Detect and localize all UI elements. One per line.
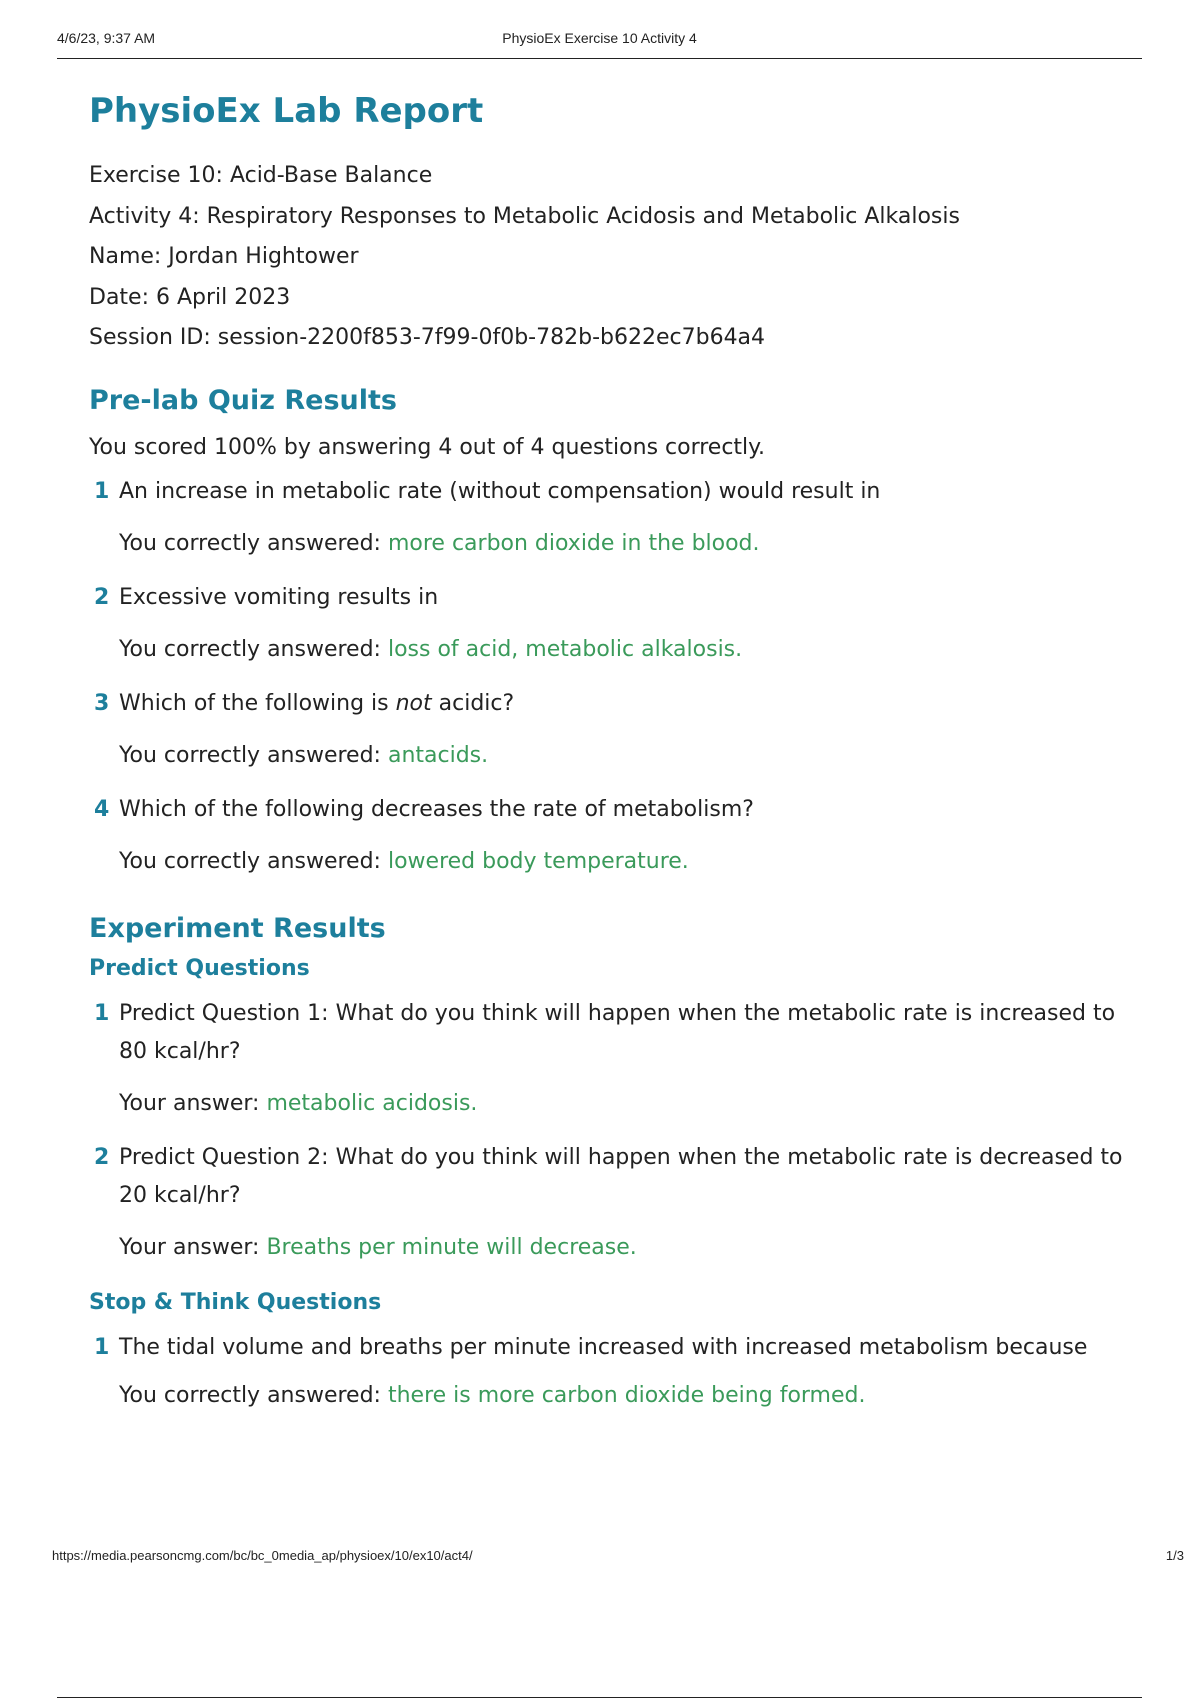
prelab-question [89,685,1149,775]
answer-value: loss of acid, metabolic alkalosis. [387,636,743,662]
answer-prefix: Your answer: [119,1234,260,1260]
print-datetime: 4/6/23, 9:37 AM [57,30,156,46]
answer-line [119,737,1149,775]
answer-prefix: You correctly answered: [119,1382,381,1408]
exercise-line: Exercise 10: Acid-Base Balance [89,163,433,188]
answer-line [119,525,1149,563]
question-number: 3 [94,690,110,716]
answer-line [119,843,1149,881]
stop-think-question [89,1329,1149,1415]
predict-heading: Predict Questions [89,955,310,981]
question-number: 1 [94,1334,110,1360]
predict-question [89,1139,1149,1267]
question-text: An increase in metabolic rate (without compensation) would result in [119,478,881,504]
print-doc-title: PhysioEx Exercise 10 Activity 4 [502,30,697,46]
question-text: Excessive vomiting results in [119,584,439,610]
question-text: Predict Question 2: What do you think will happen when the metabolic rate is decreased to 20 kcal/hr? [119,1144,1123,1208]
prelab-question [89,579,1149,669]
answer-value: Breaths per minute will decrease. [266,1234,637,1260]
answer-value: there is more carbon dioxide being formed. [387,1382,866,1408]
answer-prefix: Your answer: [119,1090,260,1116]
answer-value: lowered body temperature. [387,848,689,874]
question-text [119,685,1149,723]
answer-value: more carbon dioxide in the blood. [387,530,760,556]
answer-line [119,1085,1149,1123]
print-header [57,30,1142,59]
bottom-divider [57,1697,1142,1698]
name-line: Name: Jordan Hightower [89,244,359,269]
report-title: PhysioEx Lab Report [89,91,484,131]
report-content [89,88,1149,1431]
question-text: Which of the following decreases the rate of metabolism? [119,796,754,822]
answer-line [119,631,1149,669]
prelab-heading: Pre-lab Quiz Results [89,384,397,416]
answer-line [119,1377,1149,1415]
question-number: 2 [94,1144,110,1170]
question-text-before: Which of the following is [119,690,389,716]
date-line: Date: 6 April 2023 [89,284,291,310]
predict-question [89,995,1149,1123]
activity-line: Activity 4: Respiratory Responses to Metabolic Acidosis and Metabolic Alkalosis [89,203,960,229]
prelab-score: You scored 100% by answering 4 out of 4 questions correctly. [89,434,766,460]
answer-prefix: You correctly answered: [119,742,381,768]
experiment-heading: Experiment Results [89,912,386,944]
answer-line [119,1229,1149,1267]
page-number: 1/3 [1165,1548,1184,1563]
answer-value: metabolic acidosis. [266,1090,478,1116]
answer-prefix: You correctly answered: [119,530,381,556]
question-text-emphasis: not [395,690,432,716]
print-url: https://media.pearsoncmg.com/bc/bc_0media_ap/physioex/10/ex10/act4/ [52,1548,473,1563]
prelab-question [89,473,1149,563]
answer-prefix: You correctly answered: [119,636,381,662]
stop-think-heading: Stop & Think Questions [89,1289,382,1315]
question-text-after: acidic? [438,690,515,716]
question-number: 4 [94,796,110,822]
question-number: 1 [94,1000,110,1026]
question-number: 2 [94,584,110,610]
question-text: Predict Question 1: What do you think will happen when the metabolic rate is increased to 80 kcal/hr? [119,1000,1116,1064]
session-line: Session ID: session-2200f853-7f99-0f0b-782b-b622ec7b64a4 [89,325,766,350]
question-number: 1 [94,478,110,504]
answer-prefix: You correctly answered: [119,848,381,874]
question-text: The tidal volume and breaths per minute increased with increased metabolism because [119,1334,1088,1360]
answer-value: antacids. [387,742,489,768]
print-footer [52,1548,1184,1563]
prelab-question [89,791,1149,881]
